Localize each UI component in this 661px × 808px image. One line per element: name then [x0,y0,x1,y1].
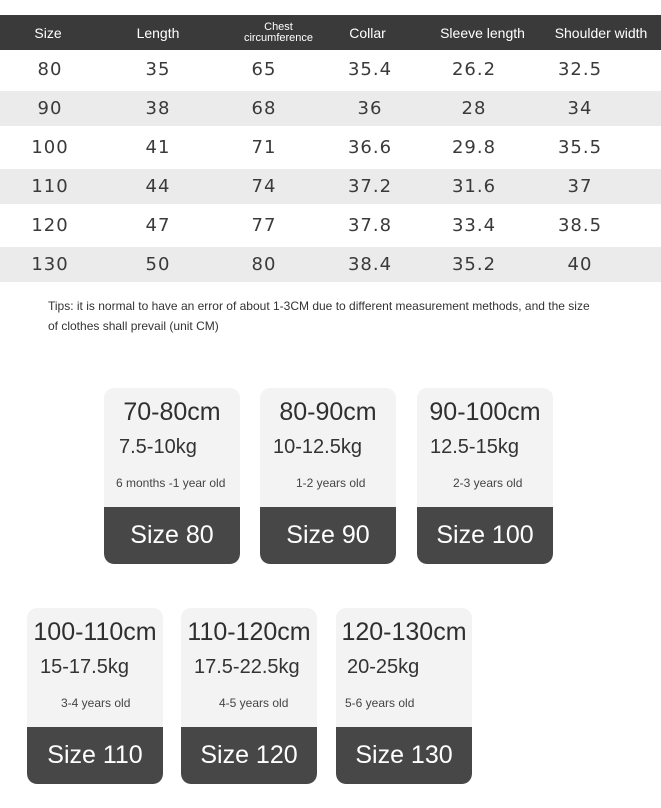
cell-chest: 77 [251,215,277,236]
cell-length: 44 [145,176,171,197]
cell-length: 38 [145,98,171,119]
card-weight-range: 15-17.5kg [40,656,129,678]
cell-collar: 37.2 [347,176,393,197]
card-height-range: 90-100cm [429,398,541,426]
cell-length: 47 [145,215,171,236]
size-card-90 [260,388,396,564]
size-card-120 [181,608,317,784]
card-weight-range: 7.5-10kg [119,436,197,458]
size-card-130 [336,608,472,784]
card-size-label: Size 130 [336,727,472,784]
card-weight-range: 10-12.5kg [273,436,362,458]
cell-shoulder-width: 37 [567,176,593,197]
tips-line-2: of clothes shall prevail (unit CM) [48,319,219,333]
header-length: Length [136,24,180,41]
cell-chest: 65 [251,59,277,80]
table-row [0,52,661,87]
header-shoulder-width: Shoulder width [554,24,648,41]
size-card-100 [417,388,553,564]
table-row [0,208,661,243]
table-row [0,130,661,165]
cell-size: 110 [31,176,69,197]
table-row [0,247,661,282]
cell-chest: 80 [251,254,277,275]
header-chest-circumference: Chest circumference [243,20,314,44]
card-age-range: 2-3 years old [453,476,523,490]
cell-shoulder-width: 32.5 [557,59,603,80]
card-height-range: 70-80cm [123,398,221,426]
cell-sleeve-length: 31.6 [451,176,497,197]
measurement-tips [48,296,628,336]
cell-size: 100 [31,137,69,158]
card-size-label: Size 90 [260,507,396,564]
card-height-range: 80-90cm [279,398,377,426]
cell-sleeve-length: 26.2 [451,59,497,80]
header-sleeve-length: Sleeve length [440,24,525,41]
cell-chest: 74 [251,176,277,197]
cell-shoulder-width: 38.5 [557,215,603,236]
cell-collar: 38.4 [347,254,393,275]
card-age-range: 6 months -1 year old [116,476,226,490]
cell-length: 35 [145,59,171,80]
card-size-label: Size 120 [181,727,317,784]
size-card-110 [27,608,163,784]
card-age-range: 4-5 years old [219,696,289,710]
card-weight-range: 20-25kg [347,656,420,678]
cell-sleeve-length: 33.4 [451,215,497,236]
size-table-header [0,15,661,50]
cell-size: 130 [31,254,69,275]
cell-sleeve-length: 29.8 [451,137,497,158]
cell-length: 41 [145,137,171,158]
header-collar: Collar [349,24,386,41]
card-weight-range: 17.5-22.5kg [194,656,300,678]
cell-collar: 36.6 [347,137,393,158]
cell-shoulder-width: 34 [567,98,593,119]
tips-line-1: Tips: it is normal to have an error of about 1-3CM due to different measurement methods, and the size [48,299,590,313]
card-weight-range: 12.5-15kg [430,436,519,458]
cell-size: 120 [31,215,69,236]
card-height-range: 120-130cm [341,618,467,646]
cell-sleeve-length: 35.2 [451,254,497,275]
card-size-label: Size 100 [417,507,553,564]
card-size-label: Size 80 [104,507,240,564]
cell-shoulder-width: 35.5 [557,137,603,158]
header-size: Size [34,24,62,41]
card-age-range: 3-4 years old [61,696,131,710]
cell-size: 80 [37,59,63,80]
cell-chest: 71 [251,137,277,158]
card-age-range: 1-2 years old [296,476,366,490]
card-age-range: 5-6 years old [345,696,415,710]
cell-shoulder-width: 40 [567,254,593,275]
cell-chest: 68 [251,98,277,119]
card-size-label: Size 110 [27,727,163,784]
cell-collar: 35.4 [347,59,393,80]
size-card-80 [104,388,240,564]
card-height-range: 100-110cm [33,618,157,646]
cell-collar: 36 [357,98,383,119]
table-row [0,169,661,204]
cell-length: 50 [145,254,171,275]
table-row [0,91,661,126]
card-height-range: 110-120cm [187,618,311,646]
cell-collar: 37.8 [347,215,393,236]
cell-sleeve-length: 28 [461,98,487,119]
cell-size: 90 [37,98,63,119]
